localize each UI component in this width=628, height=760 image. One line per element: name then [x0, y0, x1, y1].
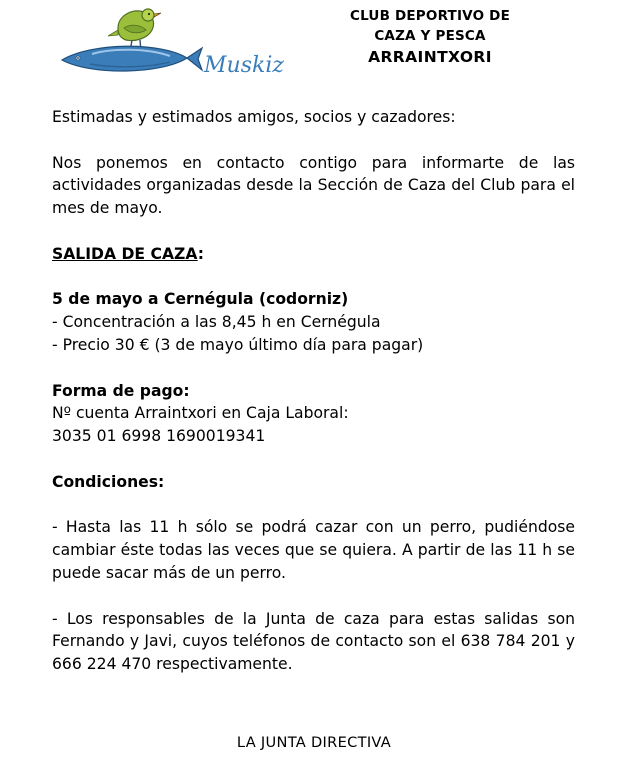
- section-title: SALIDA DE CAZA: [52, 244, 198, 263]
- section-heading: [52, 243, 575, 266]
- logo-wordmark: Muskiz: [204, 53, 284, 78]
- org-line-1: CLUB DEPORTIVO DE: [349, 8, 510, 24]
- payment-account-number: 3035 01 6998 1690019341: [52, 427, 266, 446]
- condition-item: - Los responsables de la Junta de caza para estas salidas son Fernando y Javi, cuyos teléfonos de contacto son el 638 784 201 y 666 224 470 respectivamente.: [52, 609, 575, 674]
- intro-paragraph: Nos ponemos en contacto contigo para informarte de las actividades organizadas desde la Sección de Caza del Club para el mes de mayo.: [52, 153, 575, 218]
- greeting: Estimadas y estimados amigos, socios y cazadores:: [52, 108, 456, 126]
- org-line-2: CAZA Y PESCA: [374, 28, 486, 44]
- section-colon: :: [197, 244, 204, 263]
- payment-title: Forma de pago:: [52, 381, 190, 400]
- org-name: ARRAINTXORI: [368, 48, 492, 66]
- letter-body: [52, 106, 575, 676]
- condition-item: - Hasta las 11 h sólo se podrá cazar con un perro, pudiéndose cambiar éste todas las veces que se quiera. A partir de las 11 h se puede sacar más de un perro.: [52, 518, 575, 582]
- event-item: - Concentración a las 8,45 h en Cernégula: [52, 313, 381, 332]
- event-title: 5 de mayo a Cernégula (codorniz): [52, 290, 349, 309]
- club-logo: [52, 2, 284, 80]
- signature: LA JUNTA DIRECTIVA: [236, 734, 392, 751]
- org-header: [300, 6, 560, 68]
- bird-fish-logo-icon: [52, 2, 284, 80]
- payment-account-label: Nº cuenta Arraintxori en Caja Laboral:: [52, 404, 349, 423]
- event-item: - Precio 30 € (3 de mayo último día para pagar): [52, 335, 424, 354]
- conditions-title: Condiciones:: [52, 472, 165, 491]
